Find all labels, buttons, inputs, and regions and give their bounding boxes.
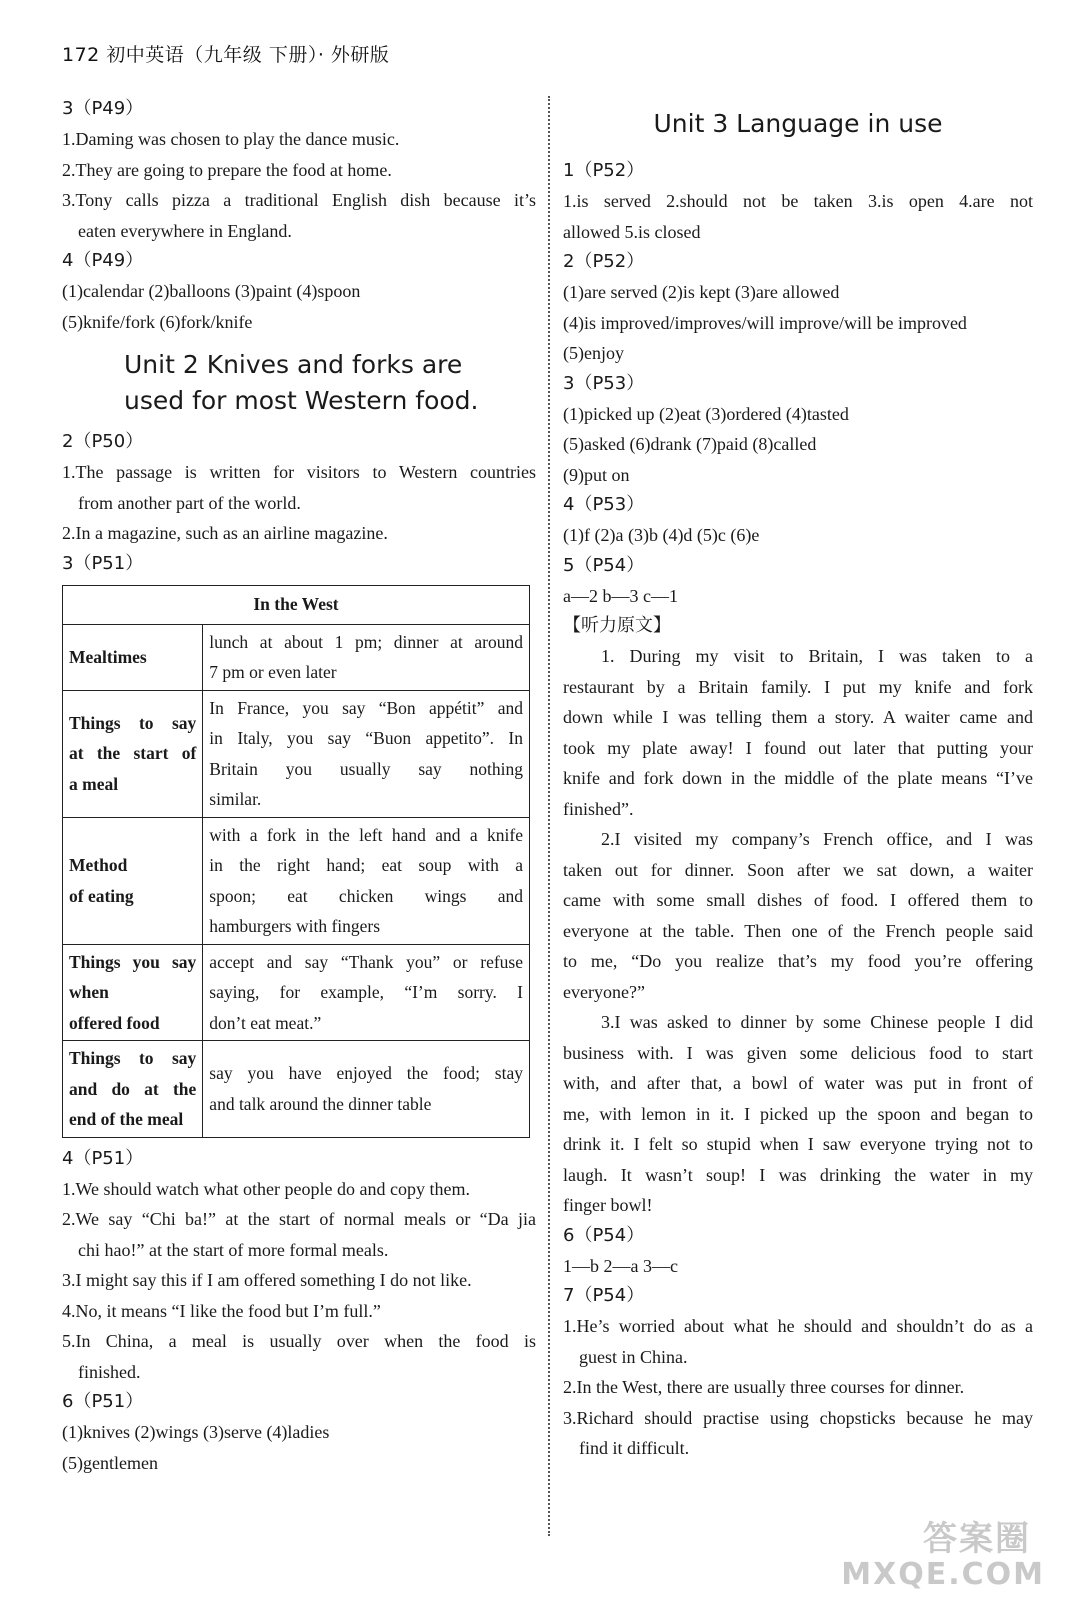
passage-line: restaurant by a Britain family. I put my knife and fork: [563, 676, 1033, 697]
answer-line: eaten everywhere in England.: [78, 220, 292, 241]
label-line: Mealtimes: [69, 646, 147, 667]
value-line: accept and say “Thank you” or refuse: [209, 951, 523, 972]
value-line: Britain you usually say nothing: [209, 758, 523, 779]
table-row: [63, 1041, 530, 1138]
section-heading: 7（P54）: [563, 1285, 645, 1306]
row-value: [203, 624, 530, 690]
value-line: don’t eat meat.”: [209, 1012, 322, 1033]
row-label: [63, 817, 203, 944]
section-heading: 5（P54）: [563, 554, 645, 576]
passage-line: to me, “Do you realize that’s my food you’re offering: [563, 951, 1033, 971]
table-row: [63, 944, 530, 1041]
label-line: and do at the: [69, 1078, 197, 1099]
answer-line: 2.In a magazine, such as an airline magazine.: [62, 523, 388, 543]
answer-line: 3.Richard should practise using chopsticks because he may: [563, 1407, 1033, 1428]
page-header: 172 初中英语（九年级 下册）· 外研版: [62, 44, 390, 66]
passage-line: down while I was telling them a story. A waiter came and: [563, 707, 1033, 727]
unit-title-line: Unit 2 Knives and forks are: [124, 350, 463, 379]
answer-line: find it difficult.: [579, 1438, 690, 1458]
label-line: Things you say: [69, 951, 197, 972]
answer-line: allowed 5.is closed: [563, 221, 701, 242]
row-value: [203, 944, 530, 1041]
value-line: similar.: [209, 789, 262, 809]
table-row: [63, 690, 530, 817]
section-heading: 2（P50）: [62, 431, 144, 452]
answer-line: chi hao!” at the start of more formal meals.: [78, 1239, 389, 1260]
listening-script-label: 【听力原文】: [563, 615, 671, 636]
answer-line: 1—b 2—a 3—c: [563, 1255, 678, 1276]
section-heading: 4（P53）: [563, 494, 645, 515]
value-line: in Italy, you say “Buon appetito”. In: [209, 728, 523, 748]
right-column: [563, 94, 1033, 1464]
answer-line: (5)enjoy: [563, 343, 624, 363]
passage-line: finger bowl!: [563, 1195, 653, 1215]
answer-line: 1.He’s worried about what he should and shouldn’t do as a: [563, 1316, 1033, 1336]
section-heading: 4（P51）: [62, 1147, 144, 1169]
answer-line: a—2 b—3 c—1: [563, 585, 678, 606]
answer-line: 2.They are going to prepare the food at home.: [62, 159, 392, 180]
answer-line: (4)is improved/improves/will improve/will be improved: [563, 312, 967, 333]
answer-line: (1)calendar (2)balloons (3)paint (4)spoon: [62, 281, 361, 301]
value-line: spoon; eat chicken wings and: [209, 885, 523, 906]
section-heading: 4（P49）: [62, 250, 144, 271]
answer-line: 3.I might say this if I am offered something I do not like.: [62, 1270, 472, 1290]
row-label: [63, 624, 203, 690]
passage-line: drink it. I felt so stupid when I saw everyone trying not to: [563, 1134, 1033, 1154]
row-label: [63, 1041, 203, 1138]
value-line: saying, for example, “I’m sorry. I: [209, 982, 523, 1002]
answer-line: 2.We say “Chi ba!” at the start of normal meals or “Da jia: [62, 1209, 536, 1229]
answer-line: 1.is served 2.should not be taken 3.is open 4.are not: [563, 191, 1033, 211]
passage-line: everyone?”: [563, 981, 645, 1002]
label-line: when: [69, 982, 109, 1002]
passage-line: took my plate away! I found out later that putting your: [563, 737, 1033, 758]
section-heading: 1（P52）: [563, 160, 645, 181]
section-heading: 3（P53）: [563, 372, 645, 394]
label-line: Things to say: [69, 712, 197, 733]
section-heading: 6（P51）: [62, 1391, 144, 1412]
answer-line: guest in China.: [579, 1346, 688, 1367]
section-heading: 6（P54）: [563, 1224, 645, 1246]
passage-line: laugh. It wasn’t soup! I was drinking the water in my: [563, 1164, 1033, 1185]
answer-line: 4.No, it means “I like the food but I’m full.”: [62, 1300, 381, 1321]
value-line: In France, you say “Bon appétit” and: [209, 697, 523, 718]
watermark-url: MXQE.COM: [841, 1557, 1045, 1592]
row-value: [203, 817, 530, 944]
value-line: with a fork in the left hand and a knife: [209, 824, 523, 845]
passage-line: came with some small dishes of food. I offered them to: [563, 890, 1033, 910]
unit-3-title: Unit 3 Language in use: [653, 109, 943, 138]
row-label: [63, 944, 203, 1041]
answer-line: (9)put on: [563, 464, 630, 485]
value-line: in the right hand; eat soup with a: [209, 855, 523, 875]
answer-line: from another part of the world.: [78, 492, 301, 513]
passage-line: 2.I visited my company’s French office, and I was: [601, 829, 1033, 849]
value-line: hamburgers with fingers: [209, 916, 381, 936]
section-heading: 3（P51）: [62, 552, 144, 574]
table-heading: In the West: [63, 585, 530, 624]
answer-line: (5)asked (6)drank (7)paid (8)called: [563, 434, 817, 454]
section-heading: 3（P49）: [62, 98, 144, 119]
answer-line: 1.Daming was chosen to play the dance music.: [62, 129, 400, 149]
west-customs-table: [62, 585, 530, 1138]
label-line: Things to say: [69, 1048, 197, 1068]
passage-line: business with. I was given some delicious food to start: [563, 1042, 1033, 1063]
answer-line: (1)knives (2)wings (3)serve (4)ladies: [62, 1422, 330, 1442]
column-divider: [548, 96, 550, 1536]
row-label: [63, 690, 203, 817]
watermark-logo: 答案圈: [923, 1519, 1031, 1559]
answer-line: (1)are served (2)is kept (3)are allowed: [563, 282, 840, 302]
label-line: Method: [69, 855, 128, 875]
label-line: end of the meal: [69, 1109, 184, 1129]
answer-line: (5)gentlemen: [62, 1452, 158, 1473]
passage-line: 1. During my visit to Britain, I was taken to a: [601, 646, 1033, 666]
passage-line: knife and fork down in the middle of the plate means “I’ve: [563, 768, 1033, 788]
label-line: a meal: [69, 773, 119, 794]
section-heading: 2（P52）: [563, 251, 645, 272]
value-line: and talk around the dinner table: [209, 1093, 432, 1114]
unit-2-title: [62, 347, 536, 419]
answer-line: 1.We should watch what other people do and copy them.: [62, 1178, 470, 1199]
passage-line: 3.I was asked to dinner by some Chinese people I did: [601, 1012, 1033, 1032]
left-column: [62, 94, 536, 1478]
label-line: offered food: [69, 1012, 160, 1033]
answer-line: (1)picked up (2)eat (3)ordered (4)tasted: [563, 403, 849, 424]
answer-line: (5)knife/fork (6)fork/knife: [62, 311, 253, 332]
row-value: [203, 690, 530, 817]
passage-line: me, with lemon in it. I picked up the spoon and began to: [563, 1103, 1033, 1124]
table-row: [63, 817, 530, 944]
answer-line: 5.In China, a meal is usually over when the food is: [62, 1331, 536, 1351]
answer-line: finished.: [78, 1361, 141, 1382]
row-value: [203, 1041, 530, 1138]
value-line: say you have enjoyed the food; stay: [209, 1063, 523, 1084]
passage-line: finished”.: [563, 798, 634, 819]
passage-line: everyone at the table. Then one of the French people said: [563, 920, 1033, 941]
value-line: lunch at about 1 pm; dinner at around: [209, 631, 523, 652]
label-line: of eating: [69, 885, 134, 906]
passage-line: with, and after that, a bowl of water was put in front of: [563, 1073, 1033, 1093]
value-line: 7 pm or even later: [209, 662, 337, 682]
unit-title-line: used for most Western food.: [124, 386, 479, 415]
passage-line: taken out for dinner. Soon after we sat down, a waiter: [563, 859, 1033, 880]
label-line: at the start of: [69, 743, 197, 764]
table-row: [63, 624, 530, 690]
answer-line: 2.In the West, there are usually three courses for dinner.: [563, 1377, 965, 1397]
answer-line: 1.The passage is written for visitors to Western countries: [62, 462, 536, 482]
answer-line: 3.Tony calls pizza a traditional English dish because it’s: [62, 190, 536, 210]
answer-line: (1)f (2)a (3)b (4)d (5)c (6)e: [563, 525, 760, 545]
